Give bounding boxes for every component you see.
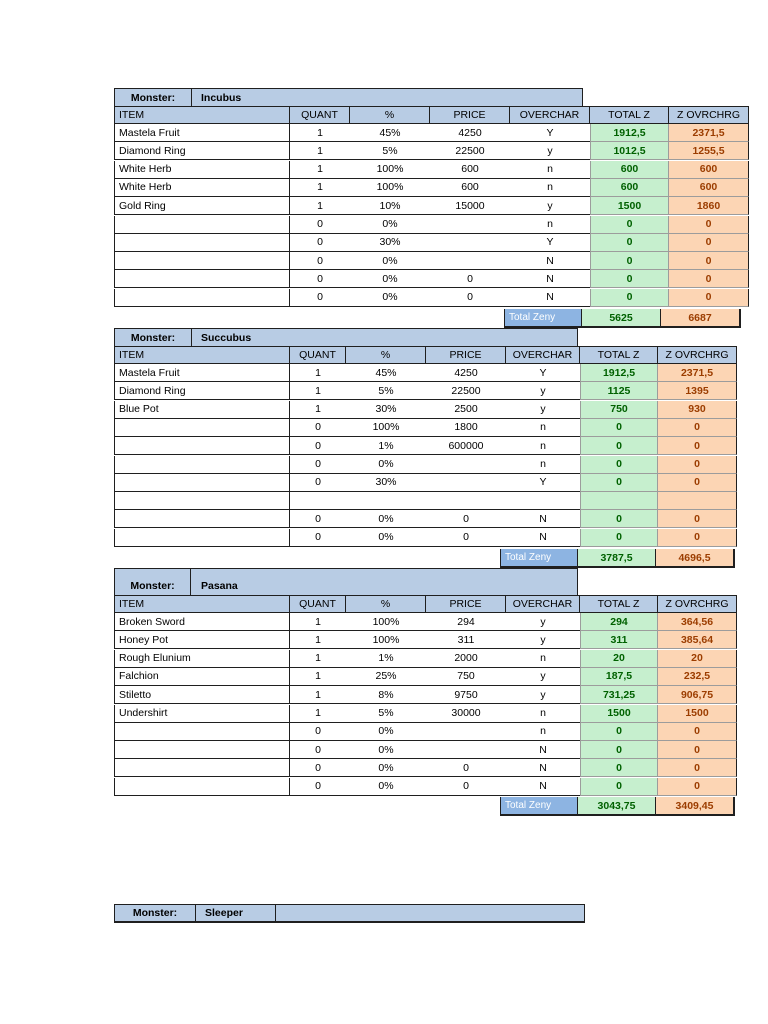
cell-total-z: 0	[580, 419, 658, 437]
cell-total-z: 294	[580, 613, 658, 631]
cell-overchar: N	[506, 529, 580, 547]
cell-z-ovrchrg: 0	[658, 778, 737, 796]
cell-percent: 0%	[350, 289, 430, 307]
monster-name: Pasana	[201, 580, 238, 592]
cell-z-ovrchrg: 0	[669, 270, 749, 288]
total-zeny: 5625	[582, 309, 661, 328]
column-header-percent: %	[350, 106, 430, 124]
cell-quant: 1	[290, 705, 346, 723]
cell-percent: 0%	[350, 270, 430, 288]
cell-price: 600	[430, 179, 510, 197]
cell-total-z: 0	[580, 778, 658, 796]
cell-z-ovrchrg: 0	[658, 456, 737, 474]
cell-percent: 0%	[346, 510, 426, 528]
cell-overchar: Y	[506, 474, 580, 492]
cell-percent: 5%	[346, 382, 426, 400]
cell-percent: 5%	[350, 142, 430, 160]
table-row	[114, 456, 737, 474]
cell-z-ovrchrg: 600	[669, 161, 749, 179]
cell-item: Broken Sword	[114, 613, 290, 631]
table-row	[114, 668, 737, 686]
table-row	[114, 197, 749, 215]
cell-quant: 0	[290, 270, 350, 288]
cell-price: 0	[426, 759, 506, 777]
table-row	[114, 650, 737, 668]
table-row	[114, 686, 737, 704]
cell-overchar: Y	[506, 364, 580, 382]
total-row	[500, 549, 735, 568]
header-row	[114, 106, 749, 124]
cell-percent	[346, 492, 426, 510]
monster-bar	[114, 904, 585, 923]
cell-percent: 30%	[350, 234, 430, 252]
cell-price: 311	[426, 631, 506, 649]
cell-item	[114, 456, 290, 474]
cell-item	[114, 216, 290, 234]
cell-price: 1800	[426, 419, 506, 437]
cell-quant: 1	[290, 650, 346, 668]
table-row	[114, 759, 737, 777]
cell-percent: 25%	[346, 668, 426, 686]
cell-price: 750	[426, 668, 506, 686]
table-row	[114, 179, 749, 197]
cell-z-ovrchrg	[658, 492, 737, 510]
cell-overchar: n	[510, 179, 590, 197]
cell-z-ovrchrg: 906,75	[658, 686, 737, 704]
cell-price: 30000	[426, 705, 506, 723]
cell-total-z: 0	[590, 216, 669, 234]
cell-overchar: N	[506, 741, 580, 759]
table-row	[114, 778, 737, 796]
cell-quant: 1	[290, 686, 346, 704]
cell-item: White Herb	[114, 161, 290, 179]
cell-total-z: 0	[590, 234, 669, 252]
cell-quant: 0	[290, 510, 346, 528]
monster-label: Monster:	[115, 905, 196, 921]
cell-quant: 1	[290, 179, 350, 197]
cell-overchar: n	[510, 161, 590, 179]
cell-total-z: 0	[590, 252, 669, 270]
table-row	[114, 289, 749, 307]
cell-item: Diamond Ring	[114, 142, 290, 160]
cell-overchar: y	[506, 631, 580, 649]
table-row	[114, 401, 737, 419]
cell-quant: 1	[290, 631, 346, 649]
cell-total-z: 1500	[590, 197, 669, 215]
cell-price: 4250	[430, 124, 510, 142]
column-header-total-z: TOTAL Z	[580, 595, 658, 613]
cell-z-ovrchrg: 385,64	[658, 631, 737, 649]
cell-overchar	[506, 492, 580, 510]
cell-z-ovrchrg: 1255,5	[669, 142, 749, 160]
total-label: Total Zeny	[504, 309, 582, 328]
cell-item	[114, 741, 290, 759]
total-overcharge: 6687	[661, 309, 741, 328]
cell-z-ovrchrg: 930	[658, 401, 737, 419]
column-header-percent: %	[346, 346, 426, 364]
cell-quant: 0	[290, 529, 346, 547]
cell-quant: 1	[290, 668, 346, 686]
monster-label: Monster:	[115, 329, 192, 346]
cell-overchar: y	[510, 142, 590, 160]
cell-percent: 1%	[346, 650, 426, 668]
cell-total-z: 0	[580, 474, 658, 492]
cell-price: 0	[426, 510, 506, 528]
cell-total-z: 311	[580, 631, 658, 649]
cell-item: White Herb	[114, 179, 290, 197]
total-row	[504, 309, 741, 328]
cell-price: 4250	[426, 364, 506, 382]
cell-quant: 1	[290, 613, 346, 631]
cell-total-z: 0	[580, 456, 658, 474]
cell-percent: 0%	[346, 723, 426, 741]
cell-overchar: N	[506, 759, 580, 777]
column-header-item: ITEM	[114, 346, 290, 364]
monster-name: Incubus	[201, 91, 242, 104]
cell-item: Stiletto	[114, 686, 290, 704]
column-header-overchar: OVERCHAR	[506, 595, 580, 613]
cell-price: 2000	[426, 650, 506, 668]
cell-price: 22500	[426, 382, 506, 400]
monster-name: Succubus	[201, 331, 252, 344]
cell-z-ovrchrg: 2371,5	[658, 364, 737, 382]
cell-quant: 0	[290, 419, 346, 437]
cell-quant: 0	[290, 437, 346, 455]
cell-quant	[290, 492, 346, 510]
cell-overchar: n	[510, 216, 590, 234]
table-row	[114, 364, 737, 382]
cell-item	[114, 492, 290, 510]
cell-z-ovrchrg: 1395	[658, 382, 737, 400]
table-row	[114, 419, 737, 437]
cell-quant: 1	[290, 382, 346, 400]
cell-overchar: y	[506, 382, 580, 400]
cell-percent: 45%	[350, 124, 430, 142]
cell-z-ovrchrg: 0	[669, 216, 749, 234]
cell-item: Rough Elunium	[114, 650, 290, 668]
table-row	[114, 741, 737, 759]
cell-overchar: y	[506, 613, 580, 631]
table-row	[114, 613, 737, 631]
cell-total-z: 1912,5	[590, 124, 669, 142]
column-header-total-z: TOTAL Z	[590, 106, 669, 124]
cell-quant: 0	[290, 252, 350, 270]
cell-item	[114, 289, 290, 307]
cell-price	[426, 741, 506, 759]
column-header-total-z: TOTAL Z	[580, 346, 658, 364]
cell-price: 0	[426, 529, 506, 547]
column-header-overchar: OVERCHAR	[510, 106, 590, 124]
cell-total-z: 0	[590, 289, 669, 307]
cell-z-ovrchrg: 2371,5	[669, 124, 749, 142]
cell-percent: 30%	[346, 474, 426, 492]
table-row	[114, 529, 737, 547]
cell-item	[114, 270, 290, 288]
cell-price: 0	[430, 270, 510, 288]
cell-quant: 0	[290, 741, 346, 759]
table-row	[114, 124, 749, 142]
monster-bar	[114, 568, 578, 595]
cell-percent: 0%	[346, 759, 426, 777]
column-header-overchar: OVERCHAR	[506, 346, 580, 364]
cell-quant: 0	[290, 234, 350, 252]
cell-total-z: 0	[580, 741, 658, 759]
cell-quant: 0	[290, 216, 350, 234]
cell-item: Undershirt	[114, 705, 290, 723]
table-row	[114, 234, 749, 252]
cell-price: 0	[430, 289, 510, 307]
cell-overchar: y	[510, 197, 590, 215]
column-header-quant: QUANT	[290, 106, 350, 124]
cell-z-ovrchrg: 0	[658, 437, 737, 455]
cell-item	[114, 437, 290, 455]
cell-total-z: 600	[590, 179, 669, 197]
header-row	[114, 595, 737, 613]
cell-z-ovrchrg: 0	[658, 759, 737, 777]
table-row	[114, 474, 737, 492]
cell-z-ovrchrg: 0	[669, 289, 749, 307]
cell-z-ovrchrg: 0	[658, 741, 737, 759]
cell-overchar: n	[506, 456, 580, 474]
cell-quant: 1	[290, 142, 350, 160]
column-header-z-ovrchrg: Z OVRCHRG	[658, 346, 737, 364]
cell-quant: 0	[290, 289, 350, 307]
cell-total-z: 0	[580, 759, 658, 777]
column-header-quant: QUANT	[290, 346, 346, 364]
cell-percent: 45%	[346, 364, 426, 382]
total-zeny: 3787,5	[578, 549, 656, 568]
total-label: Total Zeny	[500, 797, 578, 816]
cell-z-ovrchrg: 0	[658, 529, 737, 547]
cell-quant: 0	[290, 456, 346, 474]
cell-overchar: n	[506, 419, 580, 437]
column-header-z-ovrchrg: Z OVRCHRG	[669, 106, 749, 124]
cell-total-z: 1125	[580, 382, 658, 400]
cell-overchar: n	[506, 650, 580, 668]
cell-total-z: 1912,5	[580, 364, 658, 382]
cell-price: 15000	[430, 197, 510, 215]
cell-quant: 0	[290, 778, 346, 796]
cell-total-z	[580, 492, 658, 510]
cell-price	[426, 456, 506, 474]
cell-item: Honey Pot	[114, 631, 290, 649]
cell-total-z: 0	[580, 437, 658, 455]
cell-quant: 1	[290, 124, 350, 142]
cell-item	[114, 234, 290, 252]
column-header-price: PRICE	[430, 106, 510, 124]
cell-overchar: Y	[510, 124, 590, 142]
cell-price	[430, 234, 510, 252]
column-header-item: ITEM	[114, 595, 290, 613]
cell-z-ovrchrg: 0	[658, 510, 737, 528]
cell-quant: 0	[290, 759, 346, 777]
total-label: Total Zeny	[500, 549, 578, 568]
cell-percent: 30%	[346, 401, 426, 419]
cell-total-z: 0	[580, 529, 658, 547]
cell-overchar: y	[506, 686, 580, 704]
table-row	[114, 631, 737, 649]
cell-total-z: 750	[580, 401, 658, 419]
cell-quant: 1	[290, 197, 350, 215]
cell-overchar: n	[506, 723, 580, 741]
table-row	[114, 705, 737, 723]
table-row	[114, 437, 737, 455]
column-header-price: PRICE	[426, 595, 506, 613]
cell-overchar: N	[510, 270, 590, 288]
cell-item	[114, 723, 290, 741]
cell-total-z: 0	[580, 510, 658, 528]
cell-total-z: 0	[580, 723, 658, 741]
cell-overchar: y	[506, 401, 580, 419]
column-header-quant: QUANT	[290, 595, 346, 613]
cell-item: Mastela Fruit	[114, 124, 290, 142]
cell-quant: 1	[290, 161, 350, 179]
cell-price: 600000	[426, 437, 506, 455]
cell-z-ovrchrg: 600	[669, 179, 749, 197]
total-overcharge: 4696,5	[656, 549, 735, 568]
cell-z-ovrchrg: 0	[669, 234, 749, 252]
cell-price	[426, 723, 506, 741]
cell-z-ovrchrg: 20	[658, 650, 737, 668]
cell-item: Blue Pot	[114, 401, 290, 419]
cell-z-ovrchrg: 0	[658, 723, 737, 741]
cell-percent: 0%	[346, 456, 426, 474]
cell-z-ovrchrg: 1500	[658, 705, 737, 723]
cell-percent: 100%	[346, 419, 426, 437]
cell-item	[114, 759, 290, 777]
cell-price	[430, 252, 510, 270]
table-row	[114, 161, 749, 179]
cell-overchar: N	[506, 510, 580, 528]
cell-overchar: n	[506, 437, 580, 455]
cell-total-z: 600	[590, 161, 669, 179]
cell-z-ovrchrg: 0	[658, 419, 737, 437]
cell-total-z: 0	[590, 270, 669, 288]
cell-total-z: 20	[580, 650, 658, 668]
table-row	[114, 252, 749, 270]
cell-overchar: N	[510, 289, 590, 307]
cell-percent: 10%	[350, 197, 430, 215]
cell-item	[114, 778, 290, 796]
cell-z-ovrchrg: 232,5	[658, 668, 737, 686]
cell-item: Diamond Ring	[114, 382, 290, 400]
cell-total-z: 1012,5	[590, 142, 669, 160]
cell-item	[114, 529, 290, 547]
cell-price	[426, 474, 506, 492]
table-row	[114, 270, 749, 288]
table-row	[114, 492, 737, 510]
table-row	[114, 216, 749, 234]
cell-item: Gold Ring	[114, 197, 290, 215]
cell-z-ovrchrg: 0	[669, 252, 749, 270]
total-zeny: 3043,75	[578, 797, 656, 816]
cell-percent: 100%	[346, 613, 426, 631]
cell-price	[426, 492, 506, 510]
cell-price: 2500	[426, 401, 506, 419]
cell-quant: 1	[290, 364, 346, 382]
total-row	[500, 797, 735, 816]
cell-overchar: Y	[510, 234, 590, 252]
cell-item	[114, 252, 290, 270]
monster-bar	[114, 88, 583, 106]
cell-z-ovrchrg: 0	[658, 474, 737, 492]
cell-z-ovrchrg: 364,56	[658, 613, 737, 631]
table-row	[114, 382, 737, 400]
cell-item: Falchion	[114, 668, 290, 686]
cell-item: Mastela Fruit	[114, 364, 290, 382]
cell-percent: 8%	[346, 686, 426, 704]
cell-price	[430, 216, 510, 234]
monster-label: Monster:	[115, 89, 192, 106]
cell-overchar: N	[510, 252, 590, 270]
cell-price: 22500	[430, 142, 510, 160]
monster-name: Sleeper	[195, 905, 276, 921]
cell-quant: 0	[290, 474, 346, 492]
header-row	[114, 346, 737, 364]
table-row	[114, 142, 749, 160]
cell-percent: 0%	[350, 252, 430, 270]
table-row	[114, 723, 737, 741]
cell-percent: 5%	[346, 705, 426, 723]
cell-percent: 0%	[346, 529, 426, 547]
column-header-item: ITEM	[114, 106, 290, 124]
cell-percent: 0%	[350, 216, 430, 234]
column-header-z-ovrchrg: Z OVRCHRG	[658, 595, 737, 613]
cell-total-z: 731,25	[580, 686, 658, 704]
monster-bar	[114, 328, 578, 346]
cell-total-z: 1500	[580, 705, 658, 723]
table-row	[114, 510, 737, 528]
cell-item	[114, 510, 290, 528]
monster-label: Monster:	[115, 569, 191, 595]
cell-overchar: y	[506, 668, 580, 686]
cell-price: 0	[426, 778, 506, 796]
column-header-percent: %	[346, 595, 426, 613]
cell-overchar: n	[506, 705, 580, 723]
cell-overchar: N	[506, 778, 580, 796]
total-overcharge: 3409,45	[656, 797, 735, 816]
cell-item	[114, 419, 290, 437]
cell-percent: 0%	[346, 741, 426, 759]
cell-percent: 0%	[346, 778, 426, 796]
cell-z-ovrchrg: 1860	[669, 197, 749, 215]
cell-percent: 100%	[346, 631, 426, 649]
cell-price: 9750	[426, 686, 506, 704]
cell-price: 294	[426, 613, 506, 631]
cell-price: 600	[430, 161, 510, 179]
cell-percent: 100%	[350, 179, 430, 197]
cell-total-z: 187,5	[580, 668, 658, 686]
cell-percent: 1%	[346, 437, 426, 455]
column-header-price: PRICE	[426, 346, 506, 364]
cell-quant: 1	[290, 401, 346, 419]
cell-quant: 0	[290, 723, 346, 741]
cell-item	[114, 474, 290, 492]
cell-percent: 100%	[350, 161, 430, 179]
